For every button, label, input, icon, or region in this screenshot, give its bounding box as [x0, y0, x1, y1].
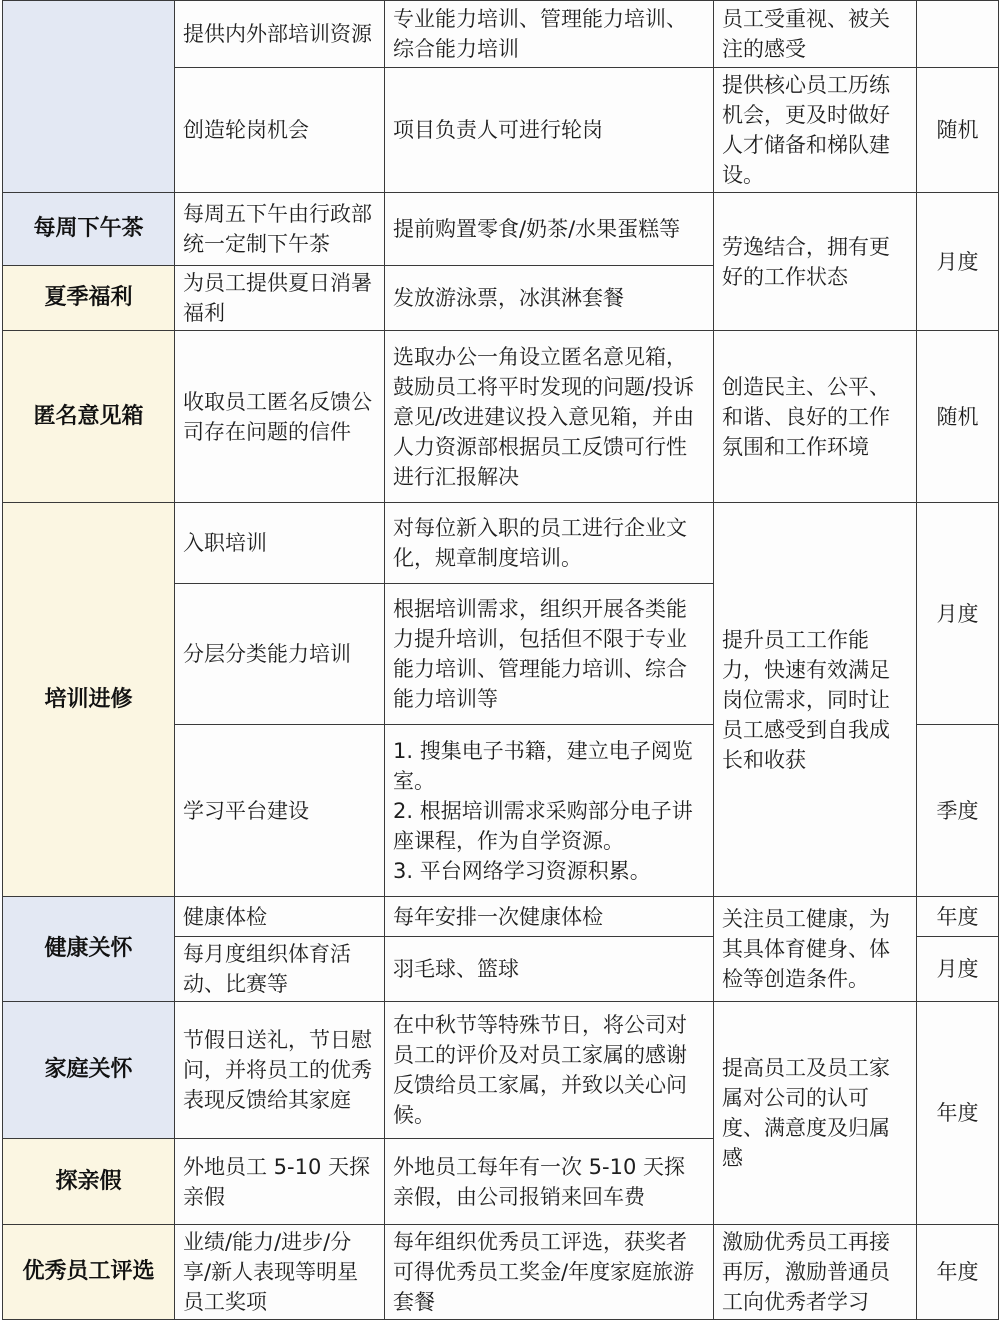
frequency-cell: 随机 [917, 331, 999, 503]
frequency-cell: 随机 [917, 68, 999, 193]
item-cell: 学习平台建设 [175, 725, 385, 897]
category-cell: 探亲假 [3, 1139, 175, 1225]
item-cell: 收取员工匿名反馈公司存在问题的信件 [175, 331, 385, 503]
frequency-cell [917, 1, 999, 68]
content-cell: 根据培训需求，组织开展各类能力提升培训，包括但不限于专业能力培训、管理能力培训、综合能力培训等 [385, 584, 714, 725]
table-row [3, 1225, 999, 1320]
item-cell: 健康体检 [175, 897, 385, 937]
category-cell: 每周下午茶 [3, 193, 175, 266]
content-cell: 外地员工每年有一次 5-10 天探亲假，由公司报销来回车费 [385, 1139, 714, 1225]
purpose-cell: 激励优秀员工再接再厉，激励普通员工向优秀者学习 [714, 1225, 917, 1320]
frequency-cell: 年度 [917, 897, 999, 937]
content-cell: 专业能力培训、管理能力培训、综合能力培训 [385, 1, 714, 68]
purpose-cell: 创造民主、公平、和谐、良好的工作氛围和工作环境 [714, 331, 917, 503]
purpose-cell: 提升员工工作能力，快速有效满足岗位需求，同时让员工感受到自我成长和收获 [714, 503, 917, 897]
table-row [3, 897, 999, 937]
content-cell: 发放游泳票，冰淇淋套餐 [385, 266, 714, 331]
frequency-cell: 月度 [917, 503, 999, 725]
category-cell: 培训进修 [3, 503, 175, 897]
purpose-cell: 员工受重视、被关注的感受 [714, 1, 917, 68]
frequency-cell: 年度 [917, 1002, 999, 1225]
content-cell: 在中秋节等特殊节日，将公司对员工的评价及对员工家属的感谢反馈给员工家属，并致以关心问候。 [385, 1002, 714, 1139]
purpose-cell: 提供核心员工历练机会，更及时做好人才储备和梯队建设。 [714, 68, 917, 193]
category-cell: 夏季福利 [3, 266, 175, 331]
item-cell: 每周五下午由行政部统一定制下午茶 [175, 193, 385, 266]
category-cell: 优秀员工评选 [3, 1225, 175, 1320]
content-cell: 每年安排一次健康体检 [385, 897, 714, 937]
item-cell: 入职培训 [175, 503, 385, 584]
item-cell: 提供内外部培训资源 [175, 1, 385, 68]
content-cell: 对每位新入职的员工进行企业文化，规章制度培训。 [385, 503, 714, 584]
frequency-cell: 月度 [917, 193, 999, 331]
content-cell: 每年组织优秀员工评选，获奖者可得优秀员工奖金/年度家庭旅游套餐 [385, 1225, 714, 1320]
item-cell: 节假日送礼，节日慰问，并将员工的优秀表现反馈给其家庭 [175, 1002, 385, 1139]
category-cell: 家庭关怀 [3, 1002, 175, 1139]
content-cell: 羽毛球、篮球 [385, 937, 714, 1002]
purpose-cell: 提高员工及员工家属对公司的认可度、满意度及归属感 [714, 1002, 917, 1225]
table-row [3, 503, 999, 584]
purpose-cell: 劳逸结合，拥有更好的工作状态 [714, 193, 917, 331]
content-cell: 提前购置零食/奶茶/水果蛋糕等 [385, 193, 714, 266]
item-cell: 业绩/能力/进步/分享/新人表现等明星员工奖项 [175, 1225, 385, 1320]
category-cell: 健康关怀 [3, 897, 175, 1002]
table-row [3, 1002, 999, 1139]
table-row [3, 193, 999, 266]
category-cell: 匿名意见箱 [3, 331, 175, 503]
table-row [3, 331, 999, 503]
item-cell: 为员工提供夏日消暑福利 [175, 266, 385, 331]
content-cell: 项目负责人可进行轮岗 [385, 68, 714, 193]
content-cell: 1. 搜集电子书籍，建立电子阅览室。 2. 根据培训需求采购部分电子讲座课程，作为自学资源。 3. 平台网络学习资源积累。 [385, 725, 714, 897]
content-cell: 选取办公一角设立匿名意见箱，鼓励员工将平时发现的问题/投诉意见/改进建议投入意见箱，并由人力资源部根据员工反馈可行性进行汇报解决 [385, 331, 714, 503]
table-row [3, 1, 999, 68]
item-cell: 创造轮岗机会 [175, 68, 385, 193]
frequency-cell: 季度 [917, 725, 999, 897]
frequency-cell: 年度 [917, 1225, 999, 1320]
item-cell: 分层分类能力培训 [175, 584, 385, 725]
item-cell: 外地员工 5-10 天探亲假 [175, 1139, 385, 1225]
category-cell [3, 1, 175, 193]
frequency-cell: 月度 [917, 937, 999, 1002]
item-cell: 每月度组织体育活动、比赛等 [175, 937, 385, 1002]
benefits-table [2, 0, 999, 1320]
purpose-cell: 关注员工健康，为其具体育健身、体检等创造条件。 [714, 897, 917, 1002]
